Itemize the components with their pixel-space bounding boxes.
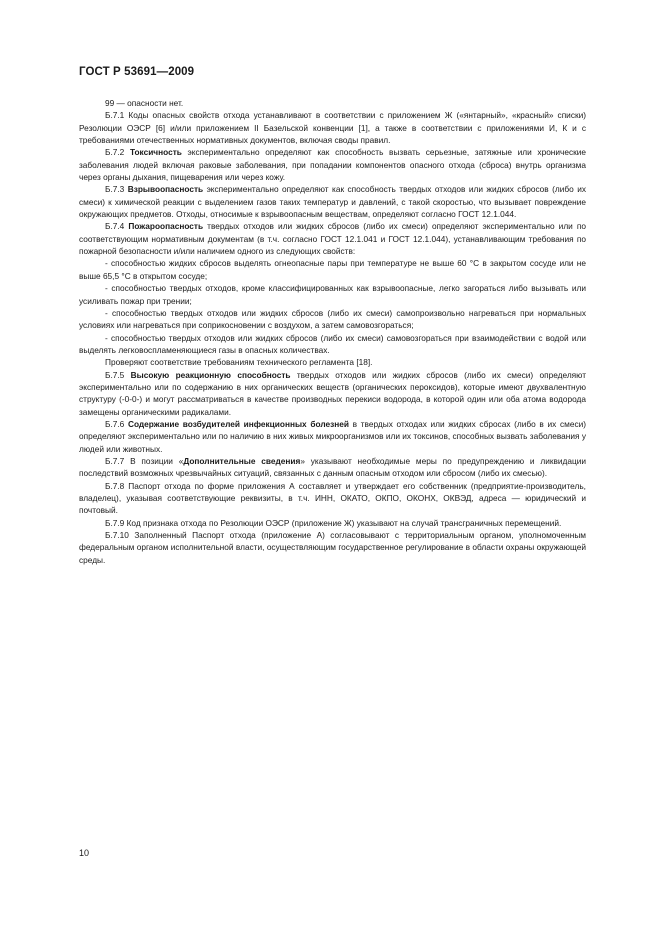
paragraph-b-7-3	[79, 183, 586, 220]
clause-text: экспериментально определяют как способность вызвать серьезные, затяжные или хронические заболевания людей включая раковые заболевания, при попадании компонентов опасного отхода (сброса) внутрь организма через органы дыхания, пищеварения или через кожу.	[79, 147, 586, 183]
clause-number: Б.7.2	[105, 147, 130, 158]
document-body	[79, 97, 586, 566]
term-flammability: Пожароопасность	[128, 221, 204, 232]
paragraph-b-7-8: Б.7.8 Паспорт отхода по форме приложения А составляет и утверждает его собственник (предприятие-производитель, владелец), указывая соответствующие реквизиты, в т.ч. ИНН, ОКАТО, ОКПО, ОКОНХ, ОКВЭД, адреса — юридический и почтовый.	[79, 480, 586, 516]
list-item-water-reactive: - способностью твердых отходов или жидких сбросов (либо их смеси) самовозгораться при взаимодействии с водой или выделять легковоспламеняющиеся газы в опасных количествах.	[79, 332, 586, 355]
term-high-reactivity: Высокую реакционную способность	[130, 369, 291, 380]
term-infectious-agents: Содержание возбудителей инфекционных болезней	[127, 418, 349, 429]
paragraph-b-7-6	[79, 418, 586, 455]
paragraph-regulation-check: Проверяют соответствие требованиям технического регламента [18].	[105, 357, 373, 368]
clause-number: Б.7.6	[105, 418, 128, 429]
clause-text: твердых отходов или жидких сбросов (либо их смеси) определяют экспериментально или по содержанию в них органических веществ (органических пероксидов), которые имеют двухвалентную структуру (-0-0-) и могут рассматриваться в качестве производных перекиси водорода, в которой один или оба атома водорода замещены органическими радикалами.	[79, 369, 586, 417]
clause-text: экспериментально определяют как способность твердых отходов или жидких сбросов (либо их смеси) к химической реакции с выделением газов таких температур и давлений, с такой скоростью, что вызывает повреждение окружающих предметов. Отходы, относимые к взрывоопасным веществам, определяют согласно ГОСТ 12.1.044.	[79, 184, 586, 220]
term-toxicity: Токсичность	[129, 147, 182, 158]
list-item-friction-ignition: - способностью твердых отходов, кроме классифицированных как взрывоопасные, легко загораться либо вызывать или усиливать пожар при трении;	[79, 283, 586, 306]
clause-text: » указывают необходимые меры по предупреждению и ликвидации последствий возможных чрезвычайных ситуаций, связанных с данным опасным отходом или сбросом (либо их смесью).	[79, 455, 586, 479]
paragraph-b-7-7	[79, 455, 586, 480]
paragraph-b-7-2	[79, 146, 586, 183]
list-item-flammable-vapors: - способностью жидких сбросов выделять огнеопасные пары при температуре не выше 60 °С в закрытом сосуде или не выше 65,5 °С в открытом сосуде;	[79, 258, 586, 281]
clause-text: в твердых отходах или жидких сбросах (либо в их смеси) определяют экспериментально или по наличию в них живых микроорганизмов или их токсинов, способных вызвать заболевания у людей или животных.	[79, 418, 586, 454]
clause-number: Б.7.7 В позиции «	[105, 455, 184, 466]
paragraph-b-7-5	[79, 369, 586, 418]
clause-number: Б.7.3	[105, 184, 128, 195]
paragraph-b-7-10: Б.7.10 Заполненный Паспорт отхода (приложение А) согласовывают с территориальным органом, уполномоченным федеральным органом исполнительной власти, осуществляющим государственное регулирование в области охраны окружающей среды.	[79, 530, 586, 565]
paragraph-b-7-1: Б.7.1 Коды опасных свойств отхода устанавливают в соответствии с приложением Ж («янтарный», «красный» списки) Резолюции ОЭСР [6] и/или приложением II Базельской конвенции [1], а также в соответствии с приложениями И, К и с требованиями отечественных нормативных документов, включая своды правил.	[79, 110, 586, 146]
clause-text: твердых отходов или жидких сбросов (либо их смеси) определяют экспериментально или по соответствующим нормативным документам (в т.ч. согласно ГОСТ 12.1.041 и ГОСТ 12.1.044), устанавливающим требования по пожарной безопасности и/или наличием одного из следующих свойств:	[79, 221, 586, 257]
paragraph-b-7-9: Б.7.9 Код признака отхода по Резолюции ОЭСР (приложение Ж) указывают на случай трансграничных перемещений.	[105, 517, 562, 528]
paragraph-b-7-4	[79, 220, 586, 257]
term-explosiveness: Взрывоопасность	[127, 184, 204, 195]
term-additional-info: Дополнительные сведения	[183, 455, 301, 466]
page-number: 10	[79, 848, 90, 858]
list-item-self-heating: - способностью твердых отходов или жидких сбросов (либо их смеси) самопроизвольно нагреваться при нормальных условиях или нагреваться при соприкосновении с воздухом, а затем самовозгораться;	[79, 307, 586, 331]
clause-number: Б.7.5	[105, 369, 131, 380]
paragraph-danger-none: 99 — опасности нет.	[105, 98, 184, 108]
clause-number: Б.7.4	[105, 221, 129, 232]
document-header: ГОСТ Р 53691—2009	[79, 66, 195, 78]
